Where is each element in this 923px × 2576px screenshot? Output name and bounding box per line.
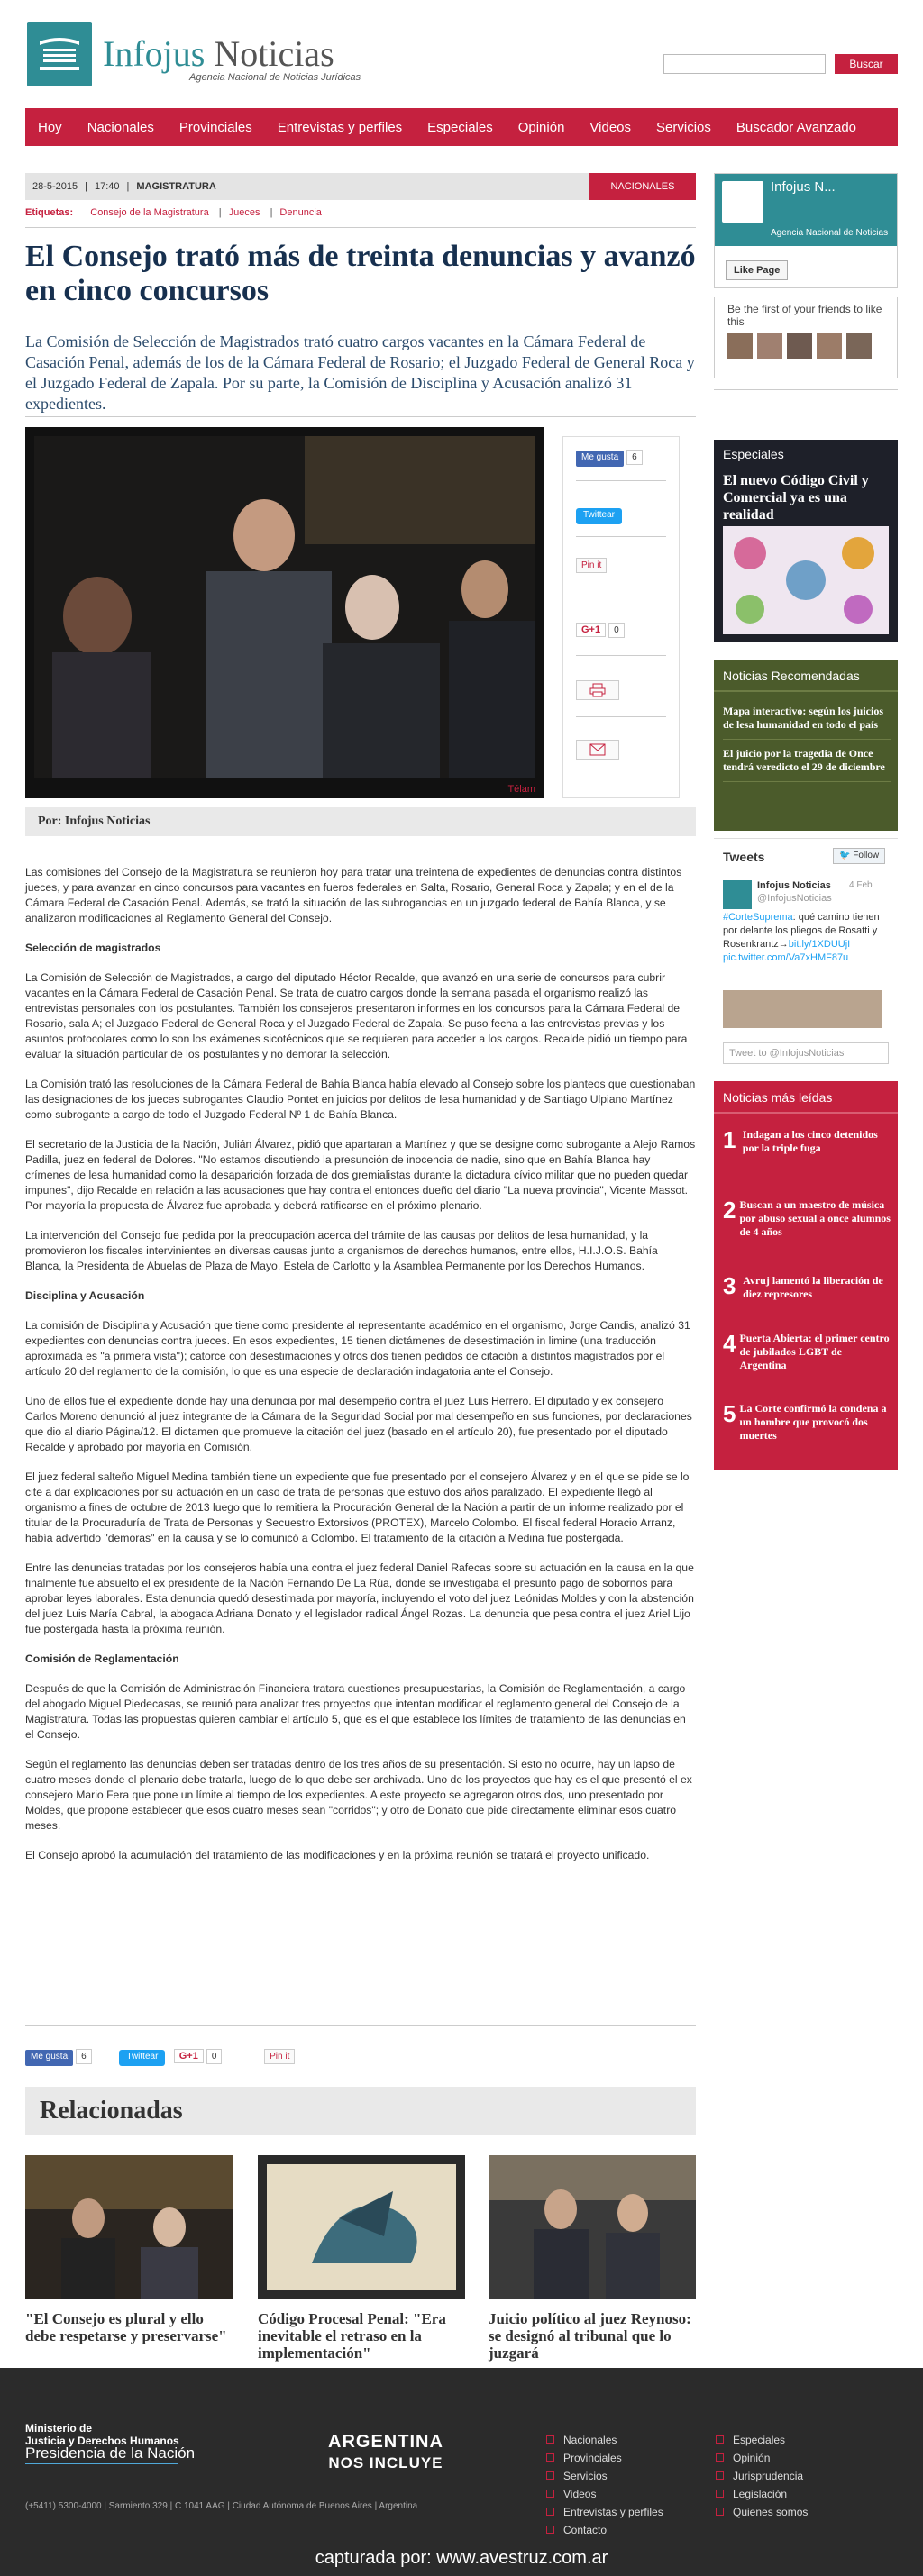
most-read-item[interactable]: 2 Buscan a un maestro de música por abuso sexual a once alumnos de 4 años [723,1197,891,1238]
article-time: 17:40 [95,181,120,192]
email-icon[interactable] [576,740,619,760]
related-card[interactable] [489,2155,696,2362]
nav-item-especiales[interactable]: Especiales [427,119,493,135]
recommended-label: Noticias Recomendadas [723,669,860,683]
related-title[interactable]: "El Consejo es plural y ello debe respetarse y preservarse" [25,2310,227,2344]
divider [576,655,666,656]
article-byline: Por: Infojus Noticias [25,807,696,836]
related-card[interactable] [258,2155,465,2362]
nav-item-servicios[interactable]: Servicios [656,119,711,135]
tweet-date[interactable]: 4 Feb [849,880,873,890]
paragraph: El Consejo aprobó la acumulación del tratamiento de las modificaciones y en la próxima reunión se tratará el proyecto unificado. [25,1849,650,1861]
tweet-image[interactable] [723,990,882,1028]
photo-image [34,436,535,778]
paragraph: El secretario de la Justicia de la Nación, Julián Álvarez, pidió que apartaran a Martínez y que se designe como subrogante a Alejo Ramos Padilla, juez en federal de Dolores. "No estamos discutiendo la presunción de inocencia de nadie, sino que en Bahía Blanca hay crímenes de lesa humanidad como la desaparición forzada de dos gremialistas durante la dictadura cívico militar que no pueden quedar impunes", dijo Recalde en relación a las acusaciones que hay contra el entonces dueño del diario "La nueva provincia", Vicente Massot. Por mayoría la propuesta de Álvarez fue aprobada y deberá ratificarse en el próximo plenario. [25,1138,696,1212]
twitter-avatar[interactable] [723,880,752,909]
facebook-like-button[interactable]: Me gusta [576,451,624,467]
facebook-friend-avatars [727,333,884,359]
divider [25,2025,696,2026]
especiales-title[interactable]: El nuevo Código Civil y Comercial ya es una realidad [723,473,869,523]
article-date: 28-5-2015 [32,181,78,192]
section-heading: Selección de magistrados [25,942,161,954]
recommended-widget [714,660,898,831]
section-badge[interactable]: NACIONALES [589,173,696,200]
twitter-handle[interactable]: @InfojusNoticias [757,893,832,904]
footer-link[interactable]: Videos [546,2485,663,2503]
facebook-like-button[interactable]: Me gusta [25,2050,73,2066]
facebook-page-cover[interactable] [715,174,897,246]
article-category[interactable]: MAGISTRATURA [136,181,216,192]
nav-item-provinciales[interactable]: Provinciales [178,119,252,135]
paragraph: Entre las denuncias tratadas por los consejeros había una contra el juez federal Daniel Rafecas sobre su actuación en la causa en la que finalmente fue absuelto el ex presidente de la Nación Fernando De La Rúa, donde se investigaba el presunto pago de sobornos para aprobar leyes laborales. Esta denuncia quedó desestimada por mayoría, incluyendo el voto del juez Leónidas Moldes y con la abstención del juez Luis María Cabral, la abogada Adriana Donato y el legislador radical Ángel Rozas. La denuncia que pesa contra el juez Ariel Lijo fue postergada hasta la próxima reunión. [25,1561,694,1635]
related-heading: Relacionadas [25,2087,696,2135]
paragraph: Después de que la Comisión de Administración Financiera tratara cuestiones presupuestarias, la Comisión de Reglamentación, a cargo del abogado Miguel Piedecasas, se reunió para analizar tres proyectos que intentan modificar el reglamento general del Consejo de la Magistratura. Todas las propuestas quieren cambiar el artículo 5, que es el que establece los límites de tratamiento de las denuncias en el Consejo. [25,1682,686,1741]
facebook-page-name[interactable]: Infojus N... [771,179,836,195]
nav-item-opinion[interactable]: Opinión [517,119,565,135]
pinterest-button[interactable]: Pin it [264,2049,295,2064]
facebook-like-page-button[interactable]: Like Page [726,260,788,280]
footer-link[interactable]: Jurisprudencia [716,2467,808,2485]
tweet-link[interactable]: bit.ly/1XDUUjI [788,939,851,950]
facebook-like-count: 6 [76,2049,92,2064]
divider [714,1112,898,1114]
article-lead: La Comisión de Selección de Magistrados trató cuatro cargos vacantes en la Cámara Federal de Casación Penal, además de los de la Cámara Federal de Rosario; el Juzgado Federal de General Roca y el Juzgado Federal de Zapala. Por su parte, la Comisión de Disciplina y Acusación analizó 31 expedientes. [25,332,695,413]
search-button[interactable]: Buscar [835,54,898,74]
twitter-button[interactable]: Twittear [119,2050,165,2066]
footer-ministry[interactable]: Ministerio de Justicia y Derechos Humanos Presidencia de la Nación [25,2422,195,2464]
tweet-to-input[interactable]: Tweet to @InfojusNoticias [723,1042,889,1064]
especiales-image[interactable] [723,526,889,634]
facebook-page-subtitle: Agencia Nacional de Noticias [771,228,889,238]
facebook-page-avatar [722,181,763,223]
divider [576,480,666,481]
print-icon[interactable] [576,680,619,700]
footer-link[interactable]: Legislación [716,2485,808,2503]
related-thumbnail[interactable] [258,2155,465,2299]
recommended-item[interactable]: El juicio por la tragedia de Once tendrá veredicto el 29 de diciembre [723,740,891,782]
facebook-friends [714,297,898,378]
most-read-item[interactable]: 3 Avruj lamentó la liberación de diez represores [723,1272,883,1300]
footer-link[interactable]: Opinión [716,2449,808,2467]
facebook-like[interactable] [576,450,643,467]
paragraph: Según el reglamento las denuncias deben ser tratadas dentro de los tres años de su presentación. Si esto no ocurre, hay un lapso de cuatro meses donde el plenario debe tratarla, luego de lo que debe ser archivada. Uno de los proyectos que hay es el que presentó el ex consejero Mario Fera que pone un límite al tiempo de los expedientes. A este proyecto se agregaron otros dos, uno presentado por Moldes, que propone establecer que esos cuatro meses sean "corridos"; y otro de Donato que pide directamente eliminar esos cuatro meses. [25,1758,692,1832]
facebook-like-count: 6 [626,450,643,465]
footer-link[interactable]: Nacionales [546,2431,663,2449]
footer-link[interactable]: Quienes somos [716,2503,808,2521]
nav-item-videos[interactable]: Videos [589,119,632,135]
most-read-item[interactable]: 4 Puerta Abierta: el primer centro de jubilados LGBT de Argentina [723,1330,890,1371]
divider [25,416,696,417]
twitter-follow-button[interactable]: 🐦 Follow [833,848,885,864]
tweet-hashtag[interactable]: #CorteSuprema [723,912,793,923]
paragraph: Las comisiones del Consejo de la Magistratura se reunieron hoy para tratar una treintena de expedientes de denuncias contra distintos jueces, y para avanzar en cinco concursos para vacantes en fueros federales en Salta, Rosario, General Roca y Zapala; y en el de la Cámara Federal de Casación Penal. Además, se trató la situación de las subrogancias en un juzgado federal de Bahía Blanca, y se analizaron modificaciones al Reglamento General del Consejo. [25,866,682,924]
facebook-friends-text: Be the first of your friends to like this [727,303,882,328]
article-meta: 28-5-2015 | 17:40 | MAGISTRATURA [25,173,696,200]
pinterest-button[interactable]: Pin it [576,558,607,573]
tag-link[interactable]: Jueces [228,207,260,218]
related-thumbnail[interactable] [489,2155,696,2299]
paragraph: Uno de ellos fue el expediente donde hay una denuncia por mal desempeño contra el juez Luis Herrero. El diputado y ex consejero Carlos Moreno denunció al juez integrante de la Cámara de la Seguridad Social por mal desempeño en sus funciones, por declaraciones que dio al diario Página/12. El dictamen que promueve la citación del juez (basado en el artículo 20), fue presentado por el diputado Recalde y aprobado por mayoría en Comisión. [25,1395,692,1453]
divider [576,716,666,717]
footer-address: (+5411) 5300-4000 | Sarmiento 329 | C 1041 AAG | Ciudad Autónoma de Buenos Aires | Argentina [25,2501,418,2511]
article-headline: El Consejo trató más de treinta denuncias y avanzó en cinco concursos [25,240,696,307]
twitter-widget [714,838,898,1069]
paragraph: La intervención del Consejo fue pedida por la preocupación acerca del trámite de las causas por delitos de lesa humanidad, y la promovieron los fiscales intervinientes en diversas causas junto a organismos de derechos humanos, entre ellos, H.I.J.O.S. Bahía Blanca, la Presidenta de Abuelas de Plaza de Mayo, Estela de Carlotto y la Asamblea Permanente por los Derechos Humanos. [25,1229,658,1272]
related-title[interactable]: Código Procesal Penal: "Era inevitable el retraso en la implementación" [258,2310,446,2362]
section-heading: Disciplina y Acusación [25,1289,145,1302]
tweets-label: Tweets [723,850,765,864]
google-plus-button[interactable]: G+1 [174,2049,204,2063]
google-plus-button[interactable]: G+1 [576,623,606,637]
site-header [0,0,923,99]
twitter-name[interactable]: Infojus Noticias [757,880,831,891]
footer-argentina-logo: ARGENTINA NOS INCLUYE [328,2432,443,2471]
footer-link[interactable]: Servicios [546,2467,663,2485]
share-column [562,436,680,798]
main-nav [25,108,898,146]
share-bar-bottom [25,2049,386,2069]
logo-icon[interactable] [27,22,92,86]
divider [25,227,696,228]
footer-link[interactable]: Provinciales [546,2449,663,2467]
site-footer [0,2368,923,2576]
section-heading: Comisión de Reglamentación [25,1652,179,1665]
especiales-widget[interactable] [714,440,898,642]
article-body [25,865,696,1878]
recommended-item[interactable]: Mapa interactivo: según los juicios de lesa humanidad en todo el país [723,697,891,740]
search-input[interactable] [663,54,826,74]
tag-link[interactable]: Consejo de la Magistratura [90,207,209,218]
tag-list: Etiquetas: Consejo de la Magistratura | Jueces | Denuncia [25,207,322,218]
nav-item-hoy[interactable]: Hoy [38,119,62,135]
most-read-item[interactable]: 1 Indagan a los cinco detenidos por la triple fuga [723,1126,878,1154]
twitter-bird-icon: 🐦 [839,851,851,860]
capture-watermark: capturada por: www.avestruz.com.ar [315,2548,608,2568]
logo-subtitle: Agencia Nacional de Noticias Jurídicas [189,72,361,83]
most-read-label: Noticias más leídas [723,1090,833,1105]
twitter-button[interactable]: Twittear [576,508,622,524]
footer-links-col2 [716,2431,808,2521]
photo-credit: Télam [507,784,535,795]
nav-item-nacionales[interactable]: Nacionales [87,119,154,135]
footer-link[interactable]: Especiales [716,2431,808,2449]
related-title[interactable]: Juicio político al juez Reynoso: se designó al tribunal que lo juzgará [489,2310,691,2362]
paragraph: La comisión de Disciplina y Acusación que tiene como presidente al representante académico en el organismo, Jorge Candis, analizó 31 expedientes con denuncias contra jueces. En esos expedientes, 15 tienen dictámenes de desestimación in limine (una traducción aproximada es "a primera vista"); catorce con desestimaciones y otros dos tienen pedidos de citación a distintos magistrados por el artículo 20 del reglamento de la comisión, lo que es una especie de declaración indagatoria ante el Consejo. [25,1319,690,1378]
tags-label: Etiquetas: [25,207,74,218]
especiales-label: Especiales [723,447,784,461]
most-read-item[interactable]: 5 La Corte confirmó la condena a un hombre que provocó dos muertes [723,1400,887,1442]
nav-item-entrevistas[interactable]: Entrevistas y perfiles [277,119,403,135]
related-thumbnail[interactable] [25,2155,233,2299]
tag-link[interactable]: Denuncia [279,207,322,218]
article-photo [25,427,544,798]
divider [714,389,898,390]
tweet-text: #CorteSuprema: qué camino tienen por delante los pliegos de Rosatti y Rosenkrantz→bit.ly/1XDUUjI pic.twitter.com/Va7xHMF87u [723,912,880,963]
footer-links-col1 [546,2431,663,2539]
facebook-page-widget [714,173,898,288]
logo-title[interactable]: Infojus Noticias [103,33,334,74]
paragraph: El juez federal salteño Miguel Medina también tiene un expediente que fue presentado por el consejero Álvarez y en el que se pide se lo cite a dar explicaciones por su actuación en un caso de trata de personas que estuvo dos años paralizado. El expediente llegó al organismo a fines de octubre de 2013 luego que lo remitiera la Procuración General de la Nación a partir de un informe realizado por el titular de la Procuraduría de Trata de Personas y Secuestro Extorsivos (PROTEX), Marcelo Colombo. El fiscal federal Horacio Arranz, había advertido "demoras" en la causa y se lo comunicó a Colombo. El tratamiento de la citación a Medina fue postergada. [25,1470,690,1544]
tweet-link[interactable]: pic.twitter.com/Va7xHMF87u [723,952,849,963]
nav-item-buscador[interactable]: Buscador Avanzado [736,119,857,135]
divider [576,536,666,537]
paragraph: La Comisión trató las resoluciones de la Cámara Federal de Bahía Blanca había elevado al Consejo sobre los planteos que cuestionaban las designaciones de los jueces subrogantes Claudio Pontet en juicios por delitos de lesa humanidad y de Santiago Ulpiano Martínez como subrogante a cargo de todo el Juzgado Federal Nº 1 de Bahía Blanca. [25,1078,696,1121]
footer-link[interactable]: Contacto [546,2521,663,2539]
google-plus-count: 0 [608,623,625,638]
paragraph: La Comisión de Selección de Magistrados, a cargo del diputado Héctor Recalde, que avanzó en una serie de concursos para cubrir vacantes en la Cámara Federal de Casación Penal. Se trata de cuatro cargos donde la semana pasada el organismo realizó las entrevistas personales con los postulantes. También los consejeros presentaron informes en los concursos para la Cámara Federal de Rosario, sala A; el Juzgado Federal de General Roca y el Juzgado Federal de Zapala. Se puso fecha a las entrevistas previas y los asuntos protocolares como lo son los exámenes sicotécnicos que se requieren para acceder a los cargos. Recalde pidió un tiempo para evaluar la situación particular de los postulantes y no demorar la selección. [25,971,688,1060]
google-plus-count: 0 [206,2049,223,2064]
footer-link[interactable]: Entrevistas y perfiles [546,2503,663,2521]
related-card[interactable] [25,2155,233,2344]
most-read-widget [714,1081,898,1470]
divider [714,690,898,692]
